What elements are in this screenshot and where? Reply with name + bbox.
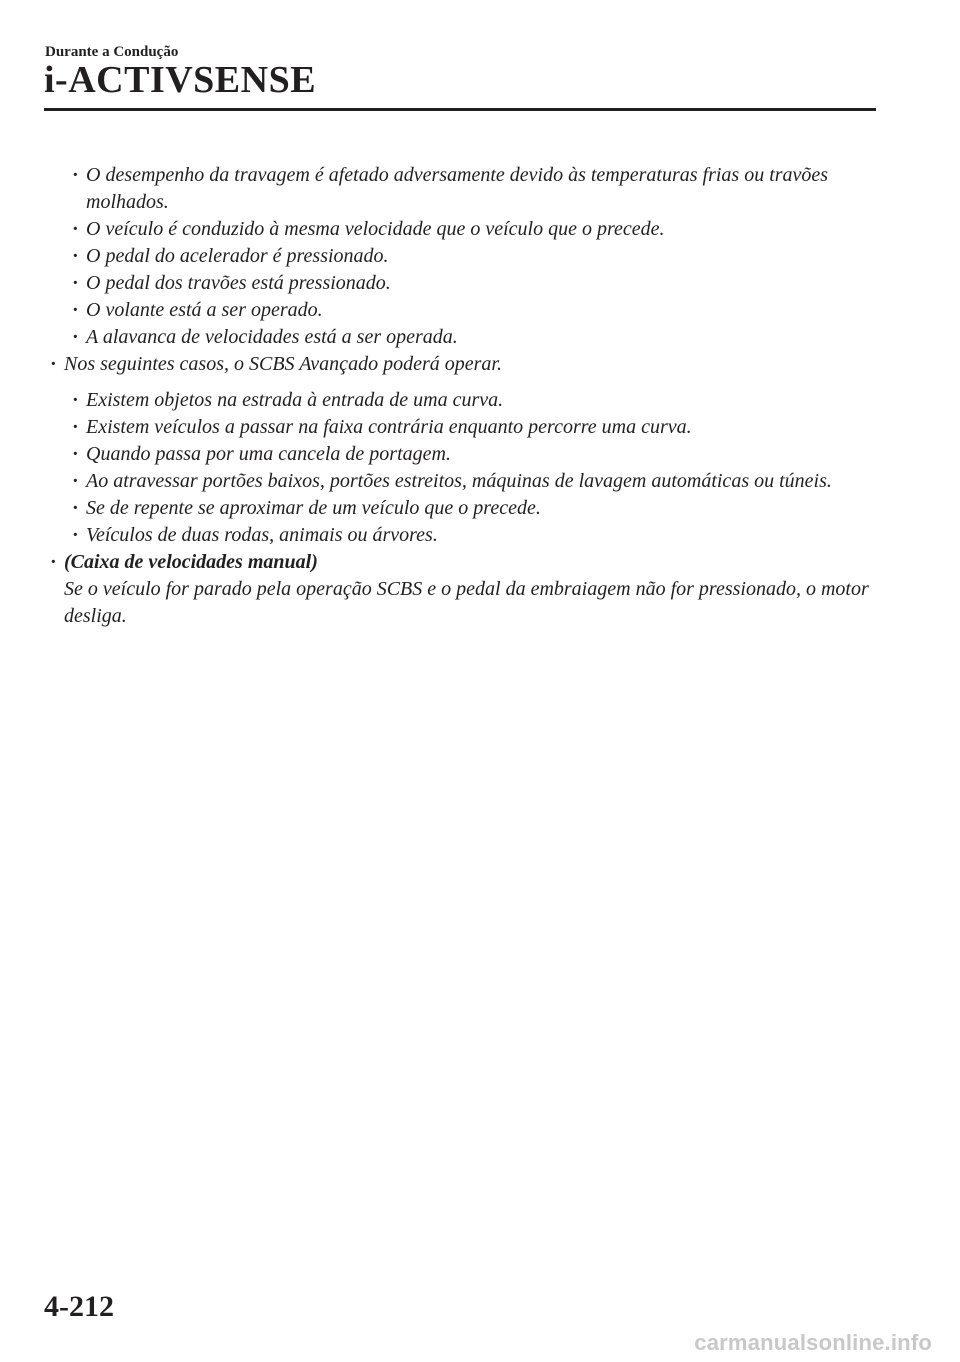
list-item xyxy=(68,324,876,351)
bullet: · xyxy=(50,353,57,375)
list-item-text: O pedal dos travões está pressionado. xyxy=(86,272,391,294)
bullet: · xyxy=(72,443,79,465)
page-number: 4-212 xyxy=(44,1290,114,1323)
section-label: Durante a Condução xyxy=(45,44,179,60)
list-item-manual xyxy=(46,549,876,630)
manual-gearbox-text: Se o veículo for parado pela operação SCBS e o pedal da embraiagem não for pressionado, o motor desliga. xyxy=(64,578,869,627)
page-title: i-ACTIVSENSE xyxy=(44,59,317,101)
list-item xyxy=(68,387,876,414)
list-item xyxy=(68,522,876,549)
bullet: · xyxy=(50,551,57,573)
header-rule xyxy=(44,108,876,111)
list-item-text: Veículos de duas rodas, animais ou árvores. xyxy=(86,524,438,546)
list-item xyxy=(68,414,876,441)
list-item xyxy=(68,468,876,495)
bullet: · xyxy=(72,416,79,438)
manual-gearbox-heading: (Caixa de velocidades manual) xyxy=(64,551,318,573)
list-item-text: O desempenho da travagem é afetado adversamente devido às temperaturas frias ou travões molhados. xyxy=(86,164,829,213)
bullet: · xyxy=(72,389,79,411)
list-item-text: O veículo é conduzido à mesma velocidade que o veículo que o precede. xyxy=(86,218,665,240)
lead-text: Nos seguintes casos, o SCBS Avançado poderá operar. xyxy=(64,353,502,375)
list-item xyxy=(68,495,876,522)
list-item xyxy=(68,270,876,297)
watermark: carmanualsonline.info xyxy=(694,1330,932,1355)
list-item xyxy=(68,162,876,216)
list-item xyxy=(68,297,876,324)
list-item-text: A alavanca de velocidades está a ser operada. xyxy=(86,326,458,348)
list-item-lead xyxy=(46,351,876,378)
list-item-text: Existem veículos a passar na faixa contrária enquanto percorre uma curva. xyxy=(86,416,692,438)
list-item-text: O pedal do acelerador é pressionado. xyxy=(86,245,389,267)
list-item-text: O volante está a ser operado. xyxy=(86,299,323,321)
bullet: · xyxy=(72,326,79,348)
list-item xyxy=(68,216,876,243)
list-item-text: Quando passa por uma cancela de portagem. xyxy=(86,443,451,465)
list-item xyxy=(68,441,876,468)
bullet: · xyxy=(72,218,79,240)
list-item-text: Ao atravessar portões baixos, portões estreitos, máquinas de lavagem automáticas ou túneis. xyxy=(86,470,832,492)
list-item-text: Se de repente se aproximar de um veículo que o precede. xyxy=(86,497,541,519)
list-item xyxy=(68,243,876,270)
bullet: · xyxy=(72,164,79,186)
bullet: · xyxy=(72,524,79,546)
bullet: · xyxy=(72,497,79,519)
bullet: · xyxy=(72,272,79,294)
bullet: · xyxy=(72,299,79,321)
list-item-text: Existem objetos na estrada à entrada de uma curva. xyxy=(86,389,504,411)
bullet: · xyxy=(72,470,79,492)
bullet: · xyxy=(72,245,79,267)
content-body xyxy=(46,162,876,630)
